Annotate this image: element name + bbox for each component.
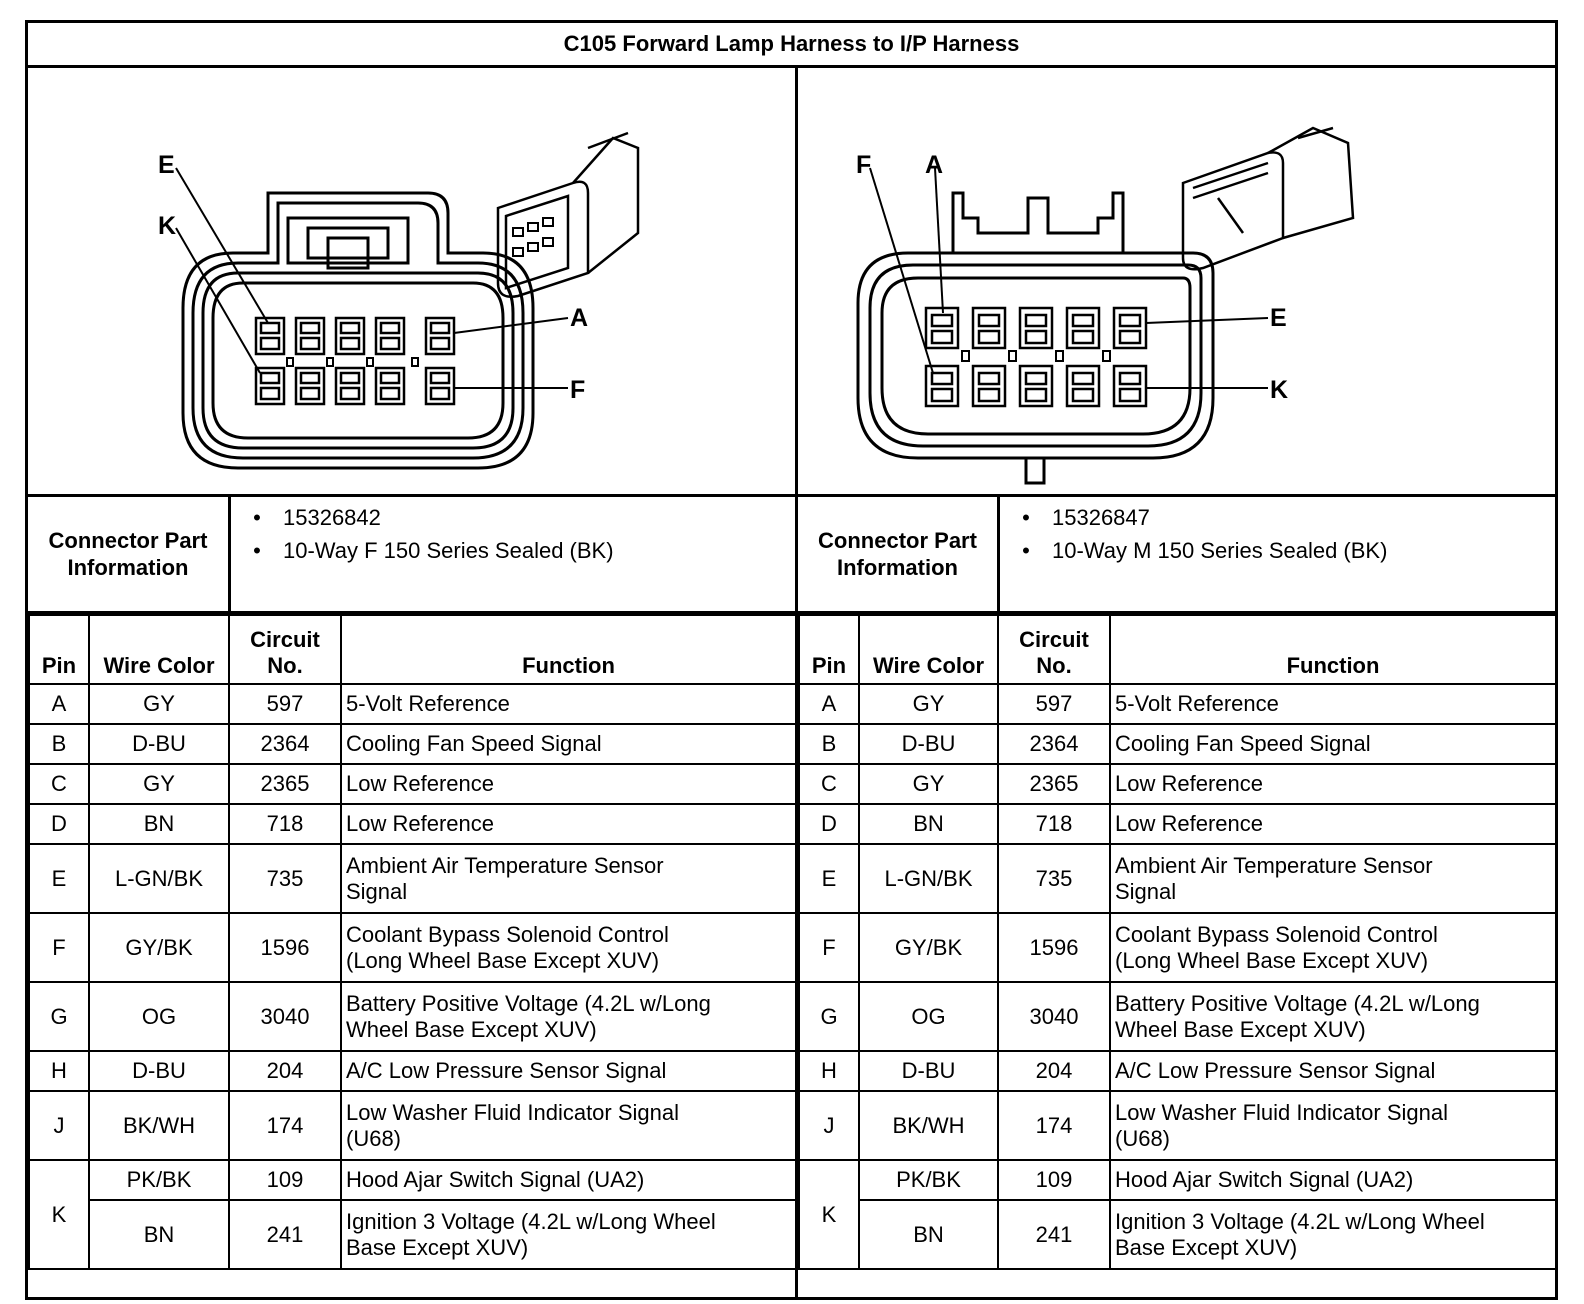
cell-wire-color: GY: [859, 684, 998, 724]
part-description: 10-Way F 150 Series Sealed (BK): [283, 538, 614, 563]
cell-circuit: 597: [998, 684, 1110, 724]
bullet: •: [253, 505, 261, 530]
connector-shell-outer: [858, 253, 1213, 458]
callout-E: E: [158, 151, 175, 179]
table-row: [799, 1160, 1556, 1200]
cell-function: 5-Volt Reference: [341, 684, 796, 724]
cell-function: [1110, 1200, 1556, 1269]
bullet: •: [1022, 538, 1030, 563]
cell-circuit: 735: [229, 844, 341, 913]
cell-wire-color: D-BU: [89, 724, 229, 764]
function-line1: Ambient Air Temperature Sensor: [1115, 852, 1433, 878]
cell-function: Low Reference: [1110, 764, 1556, 804]
cell-wire-color: D-BU: [859, 1051, 998, 1091]
function-line1: Ignition 3 Voltage (4.2L w/Long Wheel: [346, 1208, 716, 1234]
part-description: 10-Way M 150 Series Sealed (BK): [1052, 538, 1388, 563]
table-row: [799, 684, 1556, 724]
cell-pin: F: [29, 913, 89, 982]
cell-circuit: 241: [998, 1200, 1110, 1269]
cell-circuit: 109: [229, 1160, 341, 1200]
cell-wire-color: L-GN/BK: [859, 844, 998, 913]
cell-wire-color: GY/BK: [89, 913, 229, 982]
table-header-row: [799, 615, 1556, 684]
function-line2: (Long Wheel Base Except XUV): [1115, 947, 1429, 973]
header-circuit: [229, 615, 341, 684]
cell-wire-color: L-GN/BK: [89, 844, 229, 913]
cell-circuit: 174: [229, 1091, 341, 1160]
connector-perspective-sketch: [1183, 128, 1353, 269]
callout-K: K: [158, 212, 177, 240]
cell-function: [341, 844, 796, 913]
cell-function: [1110, 982, 1556, 1051]
cell-function: Cooling Fan Speed Signal: [341, 724, 796, 764]
cell-pin: J: [799, 1091, 859, 1160]
header-wire-color: Wire Color: [859, 615, 998, 684]
cell-circuit: 204: [229, 1051, 341, 1091]
callout-A: A: [925, 151, 944, 179]
info-item: [1000, 505, 1150, 531]
header-function: Function: [341, 615, 796, 684]
pinout-table-left: [28, 614, 797, 1270]
part-number: 15326847: [1052, 505, 1150, 530]
table-row: [29, 1051, 796, 1091]
cell-wire-color: D-BU: [89, 1051, 229, 1091]
table-row: [29, 1091, 796, 1160]
bullet: •: [1022, 505, 1030, 530]
pin-row-top: [926, 308, 1146, 348]
cell-pin: G: [29, 982, 89, 1051]
callout-A: A: [570, 304, 589, 332]
pin-row-bottom: [926, 366, 1146, 406]
cell-wire-color: GY: [89, 684, 229, 724]
cell-wire-color: GY: [89, 764, 229, 804]
connector-info-label: [28, 497, 228, 611]
function-line2: Wheel Base Except XUV): [346, 1016, 597, 1042]
table-row: [29, 684, 796, 724]
male-connector-face-drawing: [798, 68, 1555, 494]
cell-pin: B: [799, 724, 859, 764]
function-line1: Low Washer Fluid Indicator Signal: [346, 1099, 680, 1125]
function-line2: Signal: [1115, 878, 1177, 904]
cell-function: A/C Low Pressure Sensor Signal: [341, 1051, 796, 1091]
function-line2: Base Except XUV): [346, 1234, 529, 1260]
header-circuit-line2: No.: [1036, 653, 1072, 678]
cavity-posts: [287, 358, 418, 366]
info-item: [231, 538, 614, 564]
cell-function: Cooling Fan Speed Signal: [1110, 724, 1556, 764]
callout-leaders: [176, 168, 568, 388]
function-line2: Base Except XUV): [1115, 1234, 1298, 1260]
cell-wire-color: OG: [89, 982, 229, 1051]
cell-function: Low Reference: [341, 804, 796, 844]
cell-wire-color: D-BU: [859, 724, 998, 764]
header-function: Function: [1110, 615, 1556, 684]
cell-pin: A: [29, 684, 89, 724]
info-label-line2: Information: [67, 555, 189, 580]
connector-shell-inner: [203, 273, 513, 448]
function-line1: Battery Positive Voltage (4.2L w/Long: [1115, 990, 1480, 1016]
callout-F: F: [856, 151, 872, 179]
function-line2: Wheel Base Except XUV): [1115, 1016, 1366, 1042]
function-line1: Coolant Bypass Solenoid Control: [346, 921, 669, 947]
connector-sheet: [25, 20, 1558, 1300]
table-row: [29, 1160, 796, 1200]
function-line2: Signal: [346, 878, 408, 904]
connector-key: [1026, 458, 1044, 483]
cell-pin: F: [799, 913, 859, 982]
cell-circuit: 1596: [229, 913, 341, 982]
table-row: [29, 913, 796, 982]
cell-pin: H: [799, 1051, 859, 1091]
table-header-row: [29, 615, 796, 684]
info-item: [1000, 538, 1387, 564]
part-number: 15326842: [283, 505, 381, 530]
cavity-row-top: [256, 318, 454, 354]
male-connector-diagram: [798, 68, 1555, 494]
cell-pin: C: [799, 764, 859, 804]
pinout-table-right: [798, 614, 1557, 1270]
cell-circuit: 3040: [229, 982, 341, 1051]
cell-circuit: 2365: [998, 764, 1110, 804]
connector-perspective-sketch: [498, 133, 638, 297]
table-row: [29, 764, 796, 804]
cell-pin: K: [29, 1160, 89, 1269]
connector-seal-ring: [213, 283, 503, 438]
header-wire-color: Wire Color: [89, 615, 229, 684]
cell-wire-color: BN: [859, 1200, 998, 1269]
connector-info-label: [798, 497, 997, 611]
info-item: [231, 505, 381, 531]
cavity-row-bottom: [256, 368, 454, 404]
cell-pin: G: [799, 982, 859, 1051]
table-row: [29, 724, 796, 764]
cell-circuit: 718: [229, 804, 341, 844]
cell-function: 5-Volt Reference: [1110, 684, 1556, 724]
cell-wire-color: BN: [859, 804, 998, 844]
table-row: [799, 913, 1556, 982]
callout-F: F: [570, 376, 586, 404]
cell-function: A/C Low Pressure Sensor Signal: [1110, 1051, 1556, 1091]
cell-circuit: 2365: [229, 764, 341, 804]
cell-wire-color: BN: [89, 804, 229, 844]
cell-wire-color: BN: [89, 1200, 229, 1269]
bullet: •: [253, 538, 261, 563]
table-row: [799, 804, 1556, 844]
callout-E: E: [1270, 304, 1287, 332]
cell-pin: E: [29, 844, 89, 913]
header-circuit-line2: No.: [267, 653, 303, 678]
table-row: [799, 1200, 1556, 1269]
cell-function: [1110, 913, 1556, 982]
cell-function: [341, 982, 796, 1051]
cell-function: [341, 1200, 796, 1269]
header-circuit-line1: Circuit: [250, 627, 320, 652]
cell-pin: K: [799, 1160, 859, 1269]
cell-circuit: 718: [998, 804, 1110, 844]
table-row: [799, 982, 1556, 1051]
cell-pin: E: [799, 844, 859, 913]
cell-circuit: 109: [998, 1160, 1110, 1200]
cell-circuit: 2364: [998, 724, 1110, 764]
header-pin: Pin: [29, 615, 89, 684]
connector-lock-tabs: [953, 193, 1123, 253]
cell-function: Low Reference: [341, 764, 796, 804]
table-row: [799, 764, 1556, 804]
connector-latch-inner: [308, 228, 388, 258]
page-title: C105 Forward Lamp Harness to I/P Harness: [28, 23, 1555, 68]
cell-circuit: 1596: [998, 913, 1110, 982]
connector-info-left: [28, 497, 795, 611]
cell-function: [1110, 844, 1556, 913]
cell-function: Low Reference: [1110, 804, 1556, 844]
cell-circuit: 735: [998, 844, 1110, 913]
table-row: [799, 844, 1556, 913]
cell-function: Hood Ajar Switch Signal (UA2): [341, 1160, 796, 1200]
cell-pin: A: [799, 684, 859, 724]
female-connector-face-drawing: [28, 68, 795, 494]
cell-wire-color: BK/WH: [89, 1091, 229, 1160]
cell-wire-color: GY/BK: [859, 913, 998, 982]
cell-pin: D: [29, 804, 89, 844]
table-row: [799, 1051, 1556, 1091]
function-line2: (U68): [1115, 1125, 1171, 1151]
cell-wire-color: PK/BK: [89, 1160, 229, 1200]
pin-posts: [962, 351, 1110, 361]
cell-function: [1110, 1091, 1556, 1160]
cell-wire-color: BK/WH: [859, 1091, 998, 1160]
cell-circuit: 241: [229, 1200, 341, 1269]
table-row: [29, 982, 796, 1051]
cell-circuit: 2364: [229, 724, 341, 764]
cell-function: [341, 1091, 796, 1160]
table-row: [799, 1091, 1556, 1160]
info-label-line2: Information: [836, 555, 958, 580]
function-line1: Ambient Air Temperature Sensor: [346, 852, 664, 878]
cell-pin: J: [29, 1091, 89, 1160]
table-row: [29, 804, 796, 844]
cell-function: [341, 913, 796, 982]
cell-pin: H: [29, 1051, 89, 1091]
cell-wire-color: OG: [859, 982, 998, 1051]
function-line2: (Long Wheel Base Except XUV): [346, 947, 660, 973]
table-row: [29, 1200, 796, 1269]
table-row: [29, 844, 796, 913]
connector-info-right: [798, 497, 1555, 611]
callout-K: K: [1270, 376, 1289, 404]
header-pin: Pin: [799, 615, 859, 684]
cell-pin: D: [799, 804, 859, 844]
function-line1: Low Washer Fluid Indicator Signal: [1115, 1099, 1449, 1125]
function-line1: Ignition 3 Voltage (4.2L w/Long Wheel: [1115, 1208, 1485, 1234]
function-line1: Coolant Bypass Solenoid Control: [1115, 921, 1438, 947]
cell-circuit: 597: [229, 684, 341, 724]
connector-shell-inner: [870, 265, 1201, 446]
info-label-line1: Connector Part: [48, 528, 208, 553]
connector-info-values: [231, 497, 795, 611]
header-circuit: [998, 615, 1110, 684]
cell-wire-color: PK/BK: [859, 1160, 998, 1200]
cell-pin: B: [29, 724, 89, 764]
cell-pin: C: [29, 764, 89, 804]
connector-info-values: [1000, 497, 1555, 611]
header-circuit-line1: Circuit: [1019, 627, 1089, 652]
cell-circuit: 174: [998, 1091, 1110, 1160]
table-row: [799, 724, 1556, 764]
info-label-line1: Connector Part: [818, 528, 977, 553]
cell-circuit: 3040: [998, 982, 1110, 1051]
cell-circuit: 204: [998, 1051, 1110, 1091]
cell-function: Hood Ajar Switch Signal (UA2): [1110, 1160, 1556, 1200]
connector-latch: [288, 218, 408, 263]
cell-wire-color: GY: [859, 764, 998, 804]
function-line1: Battery Positive Voltage (4.2L w/Long: [346, 990, 711, 1016]
function-line2: (U68): [346, 1125, 402, 1151]
female-connector-diagram: [28, 68, 795, 494]
